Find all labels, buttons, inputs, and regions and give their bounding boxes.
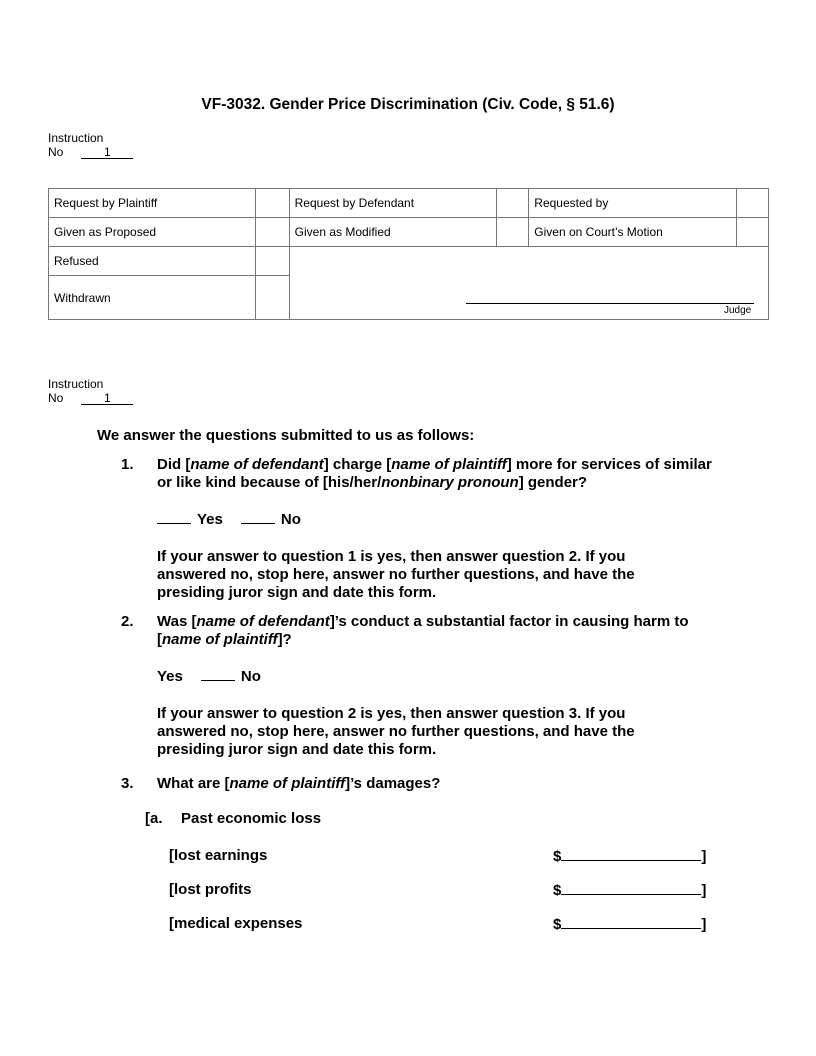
instruction-no-field[interactable]: 1	[81, 392, 133, 405]
refused-box[interactable]	[255, 247, 289, 276]
refused-label: Refused	[49, 247, 256, 276]
request-by-defendant-label: Request by Defendant	[289, 189, 497, 218]
no-blank[interactable]	[201, 668, 235, 681]
question-3-number: 3.	[121, 775, 134, 792]
given-as-proposed-box[interactable]	[255, 218, 289, 247]
no-label: No	[280, 511, 301, 528]
sub-a-text: Past economic loss	[181, 810, 322, 827]
given-on-courts-motion-label: Given on Court’s Motion	[529, 218, 737, 247]
withdrawn-label: Withdrawn	[49, 276, 256, 320]
question-1-text: Did [name of defendant] charge [name of plaintiff] more for services of similar or like kind because of [his/her/nonbinary pronoun] gender?	[157, 456, 712, 491]
no-label: No	[240, 668, 261, 685]
withdrawn-box[interactable]	[255, 276, 289, 320]
given-as-modified-label: Given as Modified	[289, 218, 497, 247]
lost-profits-field[interactable]: $ ]	[553, 882, 707, 899]
page-title: VF-3032. Gender Price Discrimination (Civ. Code, § 51.6)	[201, 96, 615, 113]
yes-label: Yes	[197, 511, 223, 528]
request-by-defendant-box[interactable]	[497, 189, 529, 218]
question-2-text: Was [name of defendant]’s conduct a substantial factor in causing harm to [name of plaintiff]?	[157, 613, 689, 648]
given-on-courts-motion-box[interactable]	[737, 218, 769, 247]
question-1-answer	[157, 511, 727, 529]
request-table	[48, 188, 769, 320]
lost-earnings-label: [lost earnings	[169, 847, 268, 864]
instruction-no-field[interactable]: 1	[81, 146, 133, 159]
judge-signature-area	[289, 247, 768, 320]
given-as-proposed-label: Given as Proposed	[49, 218, 256, 247]
request-by-plaintiff-box[interactable]	[255, 189, 289, 218]
request-by-plaintiff-label: Request by Plaintiff	[49, 189, 256, 218]
instruction-number	[48, 131, 133, 159]
requested-by-box[interactable]	[737, 189, 769, 218]
no-label: No	[48, 391, 64, 405]
question-2-instruction: If your answer to question 2 is yes, then answer question 3. If you answered no, stop here, answer no further questions, and have the presiding juror sign and date this form.	[157, 705, 635, 758]
medical-expenses-field[interactable]: $ ]	[553, 916, 707, 933]
question-2-answer	[157, 668, 727, 686]
instruction-number-2	[48, 377, 133, 405]
lost-profits-label: [lost profits	[169, 881, 252, 898]
no-blank[interactable]	[241, 511, 275, 524]
yes-blank[interactable]	[157, 511, 191, 524]
judge-label: Judge	[724, 305, 752, 316]
sub-a-label: [a.	[145, 810, 163, 827]
intro-text: We answer the questions submitted to us as follows:	[97, 427, 475, 444]
judge-signature-line[interactable]	[466, 303, 754, 304]
instruction-label: Instruction	[48, 131, 104, 145]
medical-expenses-label: [medical expenses	[169, 915, 303, 932]
requested-by-label: Requested by	[529, 189, 737, 218]
question-3-text: What are [name of plaintiff]’s damages?	[157, 775, 441, 792]
lost-earnings-field[interactable]: $ ]	[553, 848, 707, 865]
given-as-modified-box[interactable]	[497, 218, 529, 247]
yes-label: Yes	[157, 668, 183, 685]
question-2-number: 2.	[121, 613, 134, 630]
question-1-instruction: If your answer to question 1 is yes, then answer question 2. If you answered no, stop here, answer no further questions, and have the presiding juror sign and date this form.	[157, 548, 635, 601]
question-1-number: 1.	[121, 456, 134, 473]
no-label: No	[48, 145, 64, 159]
instruction-label: Instruction	[48, 377, 104, 391]
